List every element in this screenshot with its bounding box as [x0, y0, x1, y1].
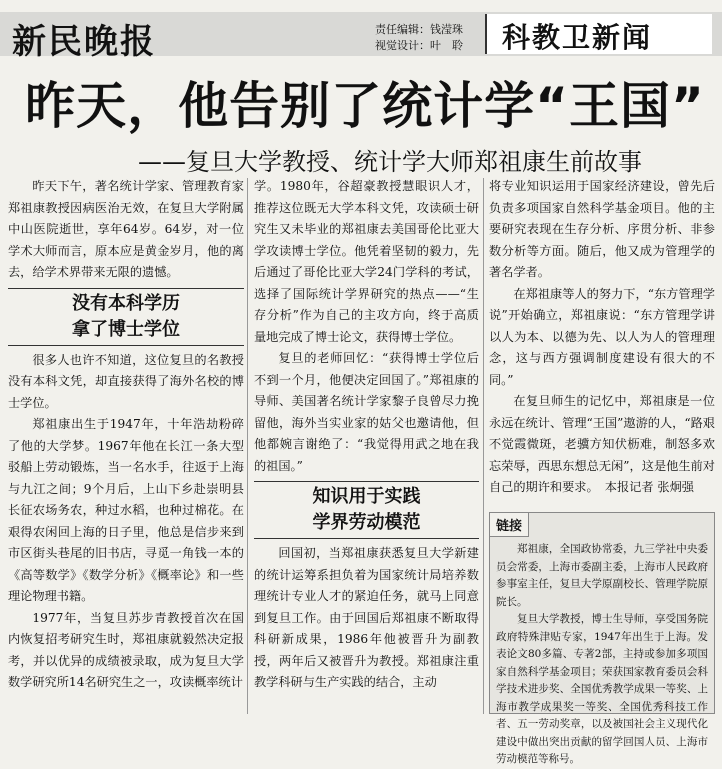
- paragraph: 郑祖康，全国政协常委，九三学社中央委员会常委，上海市委副主委，上海市人民政府参事室主任，复旦大学原副校长、管理学院原院长。: [496, 543, 708, 608]
- designer-line: 视觉设计：叶 聆: [375, 39, 463, 52]
- subtitle-line: 学界劳动模范: [312, 512, 421, 533]
- paragraph: 学。1980年，谷超豪教授慧眼识人才，推荐这位既无大学本科文凭，攻读硕士研究生又未毕业的郑祖康去美国哥伦比亚大学攻读博士学位。他凭着坚韧的毅力，先后通过了哥伦比亚大学24门学科的考试，选择了国际统计学界研究的热点——“生存分析”作为自己的主攻方向，终于高质量地完成了博士论文，获得博士学位。: [254, 179, 479, 344]
- section-subtitle: [8, 288, 244, 346]
- editor-credits: [375, 22, 463, 54]
- section-subtitle: [254, 481, 479, 539]
- paragraph: 回国初，当郑祖康获悉复旦大学新建的统计运筹系担负着为国家统计局培养数理统计专业人才的紧迫任务，就马上同意到复旦工作。由于回国后郑祖康不断取得科研新成果，1986年他被晋升为副教授，两年后又被晋升为教授。郑祖康注重教学科研与生产实践的结合，主动: [254, 546, 479, 689]
- subheadline: ——复旦大学教授、统计学大师郑祖康生前故事: [138, 148, 642, 176]
- paragraph: 在复旦师生的记忆中，郑祖康是一位永远在统计、管理“王国”遨游的人，“路艰不觉霞微斑，老骥方知伏枥难，制怒多欢忘荣辱，西思东想总无闲”，这是他生前对自己的期许和要求。 本报记者 张炯强: [489, 394, 715, 494]
- paragraph: 将专业知识运用于国家经济建设，曾先后负责多项国家自然科学基金项目。他的主要研究表现在生存分析、序贯分析、非参数分析等方面。随后，他又成为管理学的著名学者。: [489, 179, 715, 279]
- paragraph: 昨天下午，著名统计学家、管理教育家郑祖康教授因病医治无效，在复旦大学附属中山医院逝世，享年64岁。64岁，对一位学术大师而言，原本应是黄金岁月，他的离去，给学术界带来无限的遗憾。: [8, 179, 244, 279]
- section-title: 科教卫新闻: [502, 21, 653, 54]
- link-tag: 链接: [490, 513, 529, 537]
- newspaper-logo: 新民晚报: [12, 22, 156, 62]
- paragraph: 复旦的老师回忆：“获得博士学位后不到一个月，他便决定回国了。”郑祖康的导师、美国著名统计学家黎子良曾尽力挽留他，海外当实业家的姑父也邀请他，但他都婉言谢绝了：“我觉得用武之地在我的祖国。”: [254, 351, 479, 473]
- paragraph: 在郑祖康等人的努力下，“东方管理学说”开始确立，郑祖康说：“东方管理学讲以人为本、以德为先、以人为人的管理理念，这与西方强调制度建设有很大的不同。”: [489, 286, 715, 387]
- paragraph: 郑祖康出生于1947年，十年浩劫粉碎了他的大学梦。1967年他在长江一条大型驳船上劳动锻炼，当一名水手，往返于上海与九江之间；9个月后，上山下乡赴崇明县长征农场务农，种过水稻，也种过棉花。在艰得农闲回上海的日子里，他总是信步来到市区街头巷尾的旧书店，寻觅一角钱一本的《高等数学》《数学分析》《概率论》和一些理论物理书籍。: [8, 417, 244, 603]
- subtitle-line: 知识用于实践: [312, 486, 421, 507]
- column-divider: [247, 178, 248, 714]
- subtitle-line: 拿了博士学位: [72, 318, 180, 340]
- headline: 昨天，他告别了统计学“王国”: [25, 77, 705, 135]
- subtitle-line: 没有本科学历: [72, 292, 180, 314]
- article-column-3: [489, 176, 715, 499]
- paragraph: 很多人也许不知道，这位复旦的名教授没有本科文凭，却直接获得了海外名校的博士学位。: [8, 352, 244, 410]
- article-column-1: [8, 176, 244, 694]
- paragraph: 1977年，当复旦苏步青教授首次在国内恢复招考研究生时，郑祖康就毅然决定报考，并以优异的成绩被录取，成为复旦大学数学研究所14名研究生之一，攻读概率统计: [8, 610, 244, 689]
- link-text: [490, 537, 714, 769]
- editor-line: 责任编辑：钱滢珠: [375, 23, 463, 36]
- masthead: [0, 0, 722, 66]
- related-info-box: [489, 512, 715, 765]
- paragraph: 复旦大学教授，博士生导师，享受国务院政府特殊津贴专家，1947年出生于上海。发表论文80多篇、专著2部，主持或参加多项国家自然科学基金项目；荣获国家教育委员会科学技术进步奖、全国优秀教学成果一等奖、上海市教学成果奖一等奖、全国优秀科技工作者、五一劳动奖章，以及被国社会主义现代化建设中做出突出贡献的留学回国人员、上海市劳动模范等称号。: [496, 613, 708, 765]
- article-column-2: [254, 176, 479, 694]
- column-divider: [483, 178, 484, 714]
